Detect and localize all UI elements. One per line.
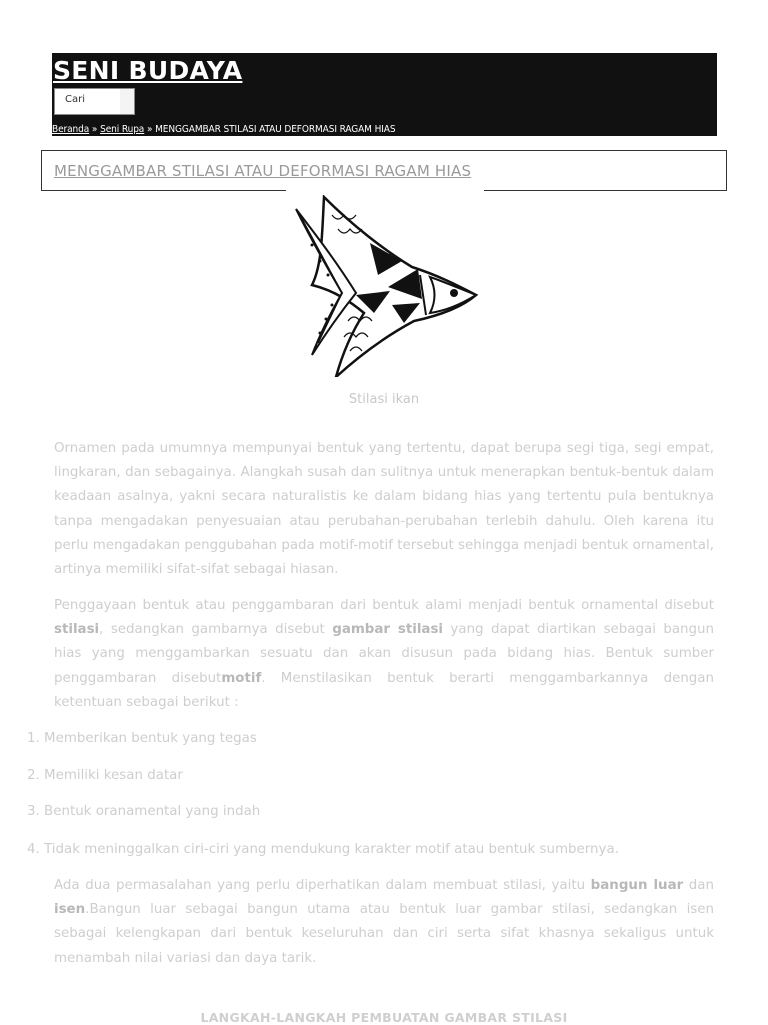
bold-term: motif bbox=[221, 670, 262, 686]
post-title[interactable]: MENGGAMBAR STILASI ATAU DEFORMASI RAGAM HIAS bbox=[54, 162, 472, 180]
text-run: , sedangkan gambarnya disebut bbox=[99, 622, 333, 638]
bold-term: gambar stilasi bbox=[332, 622, 444, 638]
paragraph-3 bbox=[54, 874, 714, 971]
site-header bbox=[52, 53, 717, 136]
paragraph-2 bbox=[54, 594, 714, 715]
breadcrumb bbox=[52, 124, 395, 135]
bold-term: stilasi bbox=[54, 622, 100, 638]
breadcrumb-category-link[interactable]: Seni Rupa bbox=[100, 124, 145, 135]
text-run: dan bbox=[683, 878, 715, 893]
search-box bbox=[54, 88, 135, 115]
site-title[interactable]: SENI BUDAYA bbox=[53, 56, 243, 85]
text-run: Ada dua permasalahan yang perlu diperhatikan dalam membuat stilasi, yaitu bbox=[54, 878, 591, 893]
image-caption: Stilasi ikan bbox=[348, 392, 420, 407]
text-run: .Bangun luar sebagai bangun utama atau bentuk luar gambar stilasi, sedangkan isen sebagai kelengkapan dari bentuk keseluruhan dan ciri serta sifat khasnya sekaligus untuk menambah nilai variasi dan daya tarik. bbox=[54, 902, 714, 966]
fish-triangle-pattern bbox=[356, 243, 422, 323]
section-heading: LANGKAH-LANGKAH PEMBUATAN GAMBAR STILASI bbox=[200, 1010, 568, 1025]
list-item: 3. Bentuk oranamental yang indah bbox=[27, 804, 261, 819]
breadcrumb-separator: » bbox=[144, 124, 156, 135]
fish-eye bbox=[450, 289, 458, 297]
text-run: Penggayaan bentuk atau penggambaran dari bentuk alami menjadi bentuk ornamental disebut bbox=[54, 598, 714, 613]
breadcrumb-separator: » bbox=[89, 124, 101, 135]
breadcrumb-current: MENGGAMBAR STILASI ATAU DEFORMASI RAGAM HIAS bbox=[155, 124, 396, 135]
search-placeholder: Cari bbox=[65, 94, 85, 105]
fish-tail-fin bbox=[296, 209, 356, 355]
bold-term: bangun luar bbox=[590, 878, 684, 893]
breadcrumb-home-link[interactable]: Beranda bbox=[52, 124, 90, 135]
bold-term: isen bbox=[54, 902, 86, 918]
post-title-box bbox=[41, 150, 727, 191]
search-input[interactable] bbox=[55, 89, 121, 114]
paragraph-1: Ornamen pada umumnya mempunyai bentuk yang tertentu, dapat berupa segi tiga, segi empat, lingkaran, dan sebagainya. Alangkah susah dan sulitnya untuk menerapkan bentuk-bentuk dalam keadaan asalnya, yakni secara naturalistis ke dalam bidang hias yang tertentu pula bentuknya tanpa mengadakan penyesuaian atau perubahan-perubahan terlebih dahulu. Oleh karena itu perlu mengadakan penggubahan pada motif-motif tersebut sehingga menjadi bentuk ornamental, artinya memiliki sifat-sifat sebagai hiasan. bbox=[54, 441, 714, 578]
list-item: 1. Memberikan bentuk yang tegas bbox=[27, 731, 257, 746]
stylized-fish-image bbox=[292, 195, 480, 377]
text-run: . Menstilasikan bentuk berarti menggambarkannya dengan ketentuan sebagai berikut : bbox=[54, 670, 715, 710]
list-item: 4. Tidak meninggalkan ciri-ciri yang mendukung karakter motif atau bentuk sumbernya. bbox=[27, 842, 619, 857]
search-button[interactable] bbox=[120, 89, 134, 114]
text-run: yang dapat diartikan sebagai bangun hias yang menggambarkan sesuatu dan akan disusun pada bidang hias. Bentuk sumber penggambaran disebut bbox=[54, 622, 715, 686]
title-box-gap bbox=[286, 188, 484, 194]
list-item: 2. Memiliki kesan datar bbox=[27, 768, 183, 783]
